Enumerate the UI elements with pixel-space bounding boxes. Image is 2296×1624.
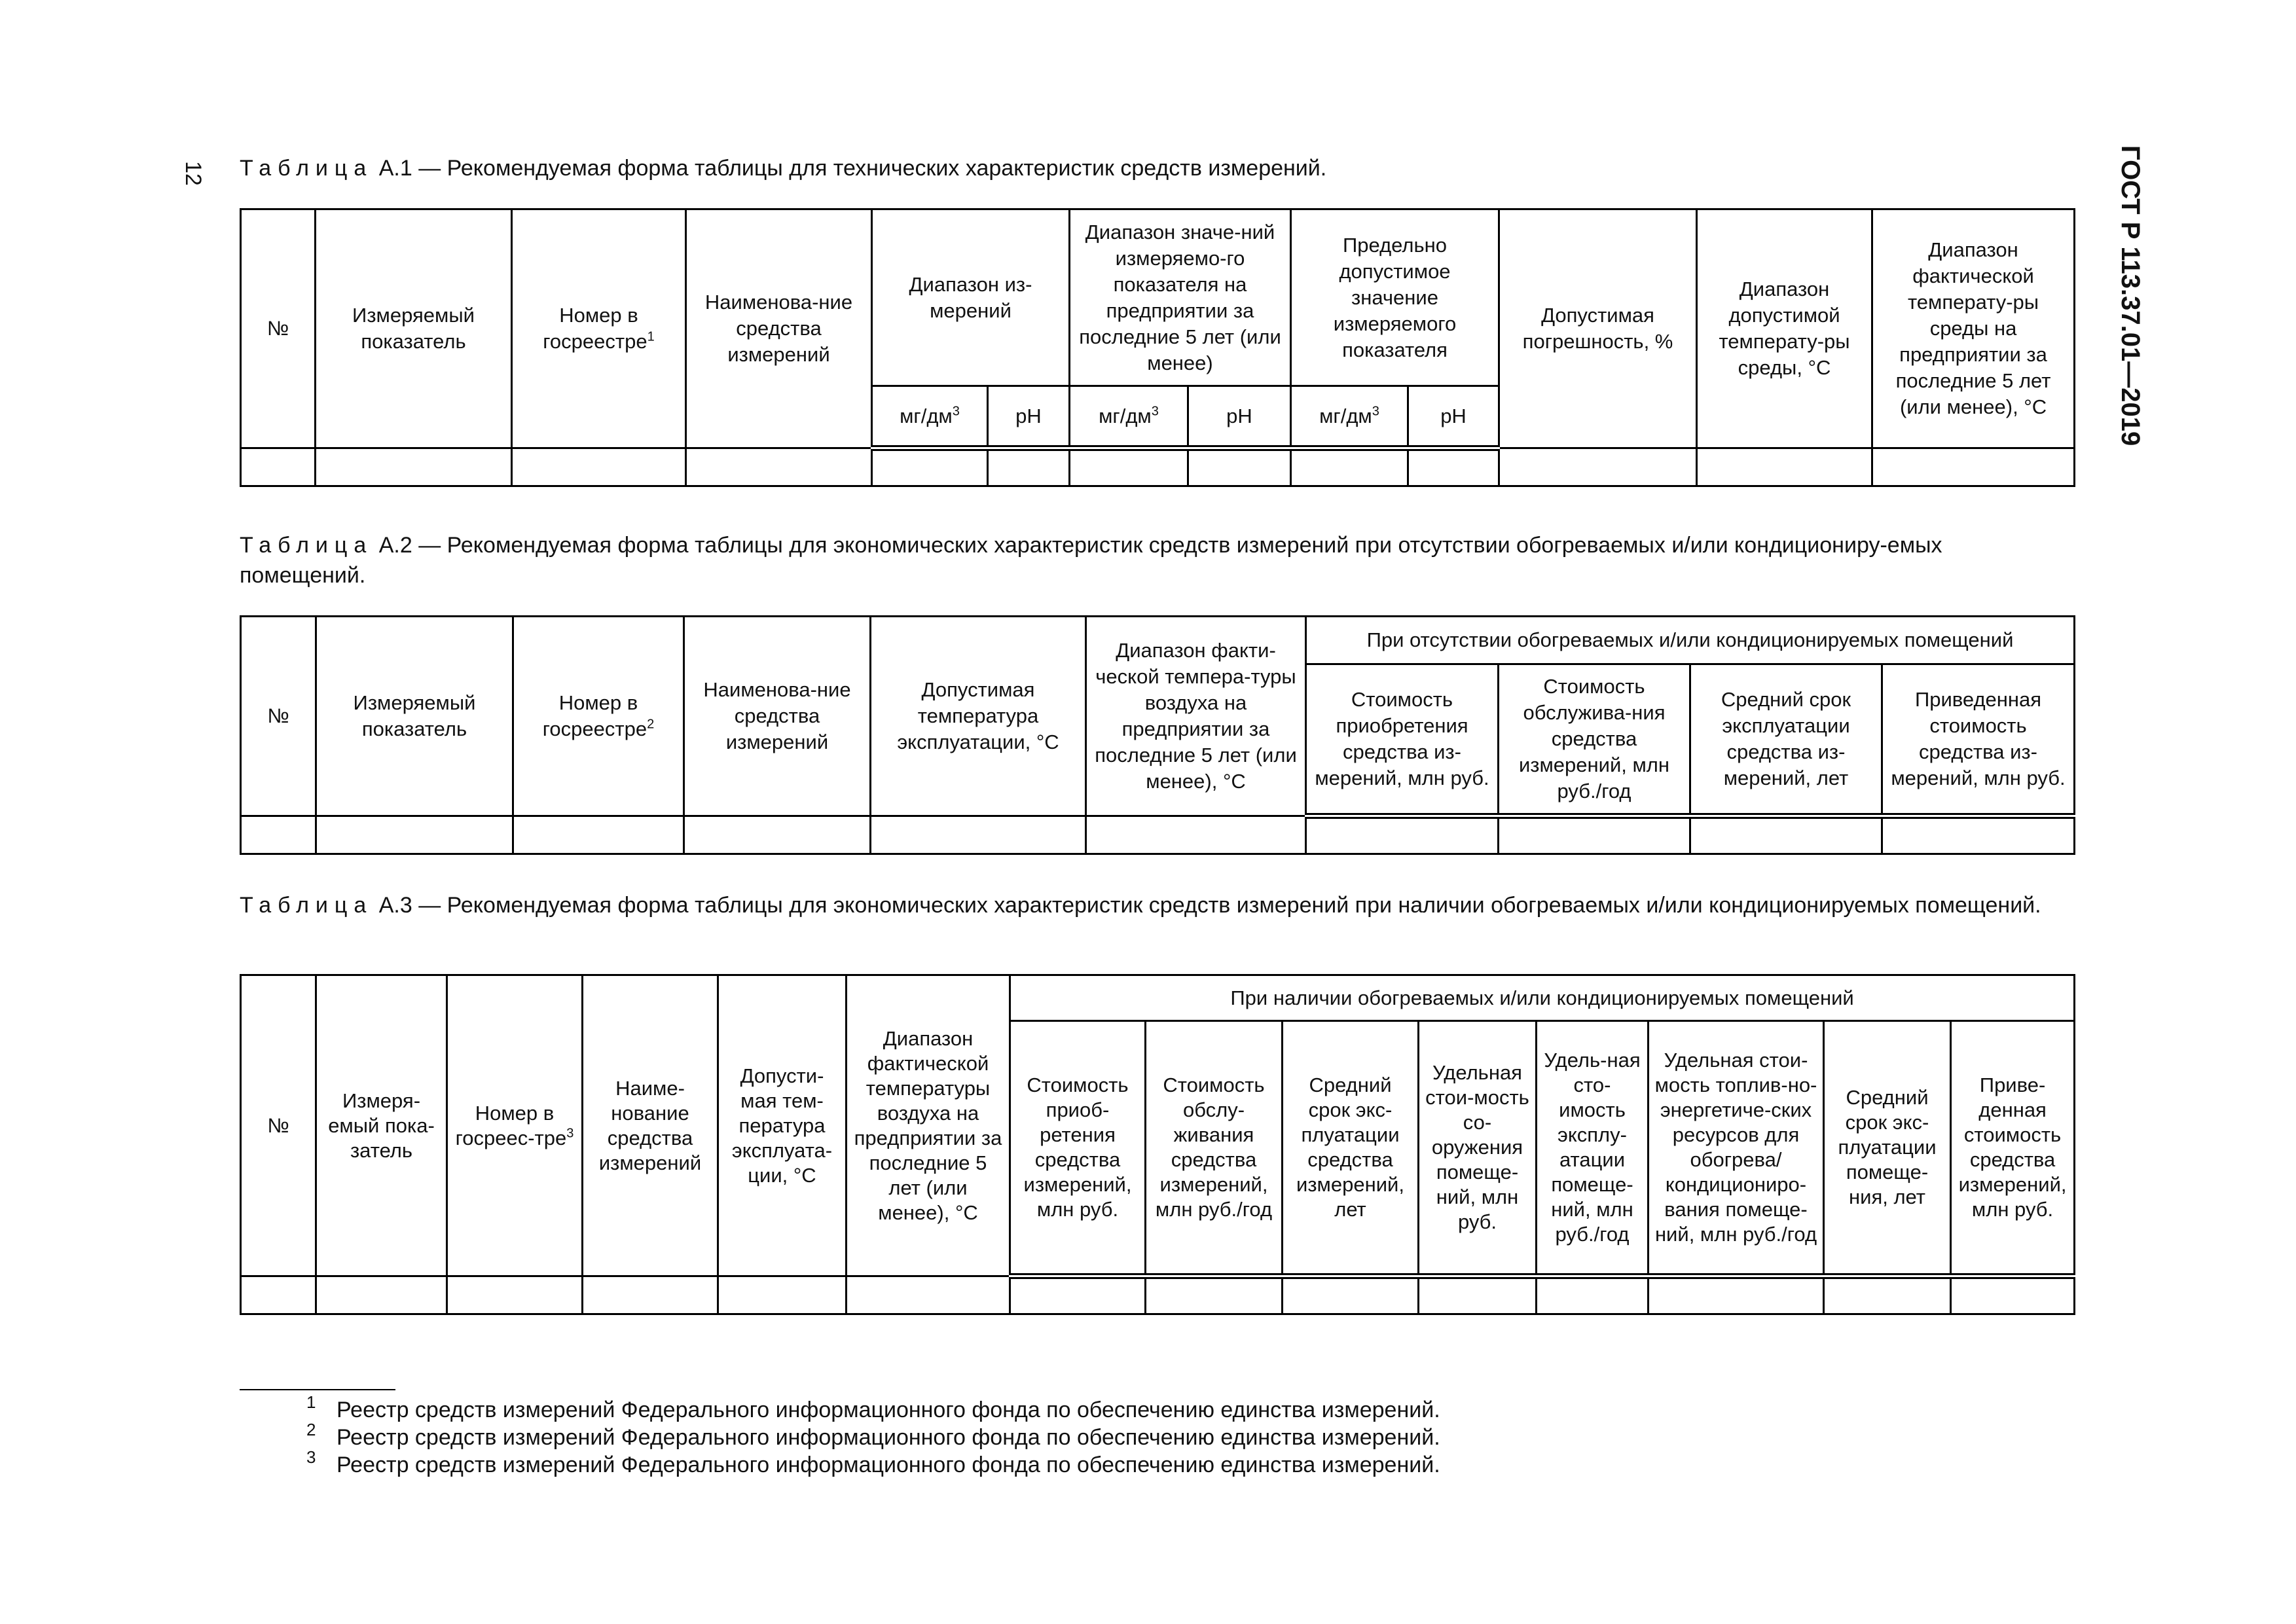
t1-registry-label: Номер в госреестре [543, 304, 647, 353]
t1-unit-mg-label-3: мг/дм [1319, 404, 1372, 427]
t1-unit-ph-2: pH [1188, 386, 1291, 448]
table-cell[interactable] [1086, 816, 1306, 854]
t2-registry-label: Номер в госреестре [542, 691, 647, 740]
table-cell[interactable] [686, 448, 872, 486]
table-cell[interactable] [847, 1276, 1010, 1314]
table-cell[interactable] [316, 1276, 447, 1314]
t3-header-air-temp: Диапазон фактической температуры воздуха на предприятии за последние 5 лет (или менее), °С [847, 975, 1010, 1276]
t2-header-air-temp: Диапазон факти-ческой темпера-туры воздуха на предприятии за последние 5 лет (или менее), °С [1086, 617, 1306, 816]
table-cell[interactable] [1697, 448, 1872, 486]
t1-unit-mg-label-2: мг/дм [1099, 404, 1152, 427]
t3-header-service-life: Средний срок экс-плуатации средства измерений, лет [1283, 1021, 1419, 1276]
table-cell[interactable] [316, 448, 512, 486]
table-cell[interactable] [1419, 1276, 1537, 1314]
t1-header-num: № [241, 209, 316, 448]
t1-header-temp-range: Диапазон допустимой температу-ры среды, °С [1697, 209, 1872, 448]
t2-header-num: № [241, 617, 316, 816]
table1-caption-text: А.1 — Рекомендуемая форма таблицы для технических характеристик средств измерений. [373, 156, 1327, 181]
t1-unit-mg-label-1: мг/дм [900, 404, 953, 427]
t3-header-op-temp: Допусти-мая тем-пература эксплуата-ции, °С [718, 975, 847, 1276]
table1-caption [240, 153, 2073, 183]
t3-header-purchase-cost: Стоимость приоб-ретения средства измерений, млн руб. [1010, 1021, 1146, 1276]
table-cell[interactable] [871, 816, 1086, 854]
t3-registry-ref: 3 [566, 1126, 574, 1141]
table3-caption-text: А.3 — Рекомендуемая форма таблицы для экономических характеристик средств измерений при наличии обогреваемых и/или кондиционируемых помещений. [373, 893, 2041, 918]
t1-header-measure-range: Диапазон из-мерений [872, 209, 1070, 386]
table-cell[interactable] [1690, 816, 1882, 854]
t1-unit-mg-2 [1070, 386, 1188, 448]
table-a2 [240, 615, 2075, 855]
t2-header-service-cost: Стоимость обслужива-ния средства измерений, млн руб./год [1499, 664, 1690, 816]
table-cell[interactable] [512, 448, 686, 486]
t1-header-registry [512, 209, 686, 448]
table-cell[interactable] [1146, 1276, 1283, 1314]
t1-unit-pow-1: 3 [952, 404, 960, 419]
table-cell[interactable] [241, 816, 316, 854]
t2-header-op-temp: Допустимая температура эксплуатации, °С [871, 617, 1086, 816]
table-cell[interactable] [1951, 1276, 2075, 1314]
table-cell[interactable] [988, 448, 1070, 486]
table2-caption [240, 530, 2073, 590]
t2-header-indicator: Измеряемый показатель [316, 617, 513, 816]
t2-registry-ref: 2 [647, 717, 655, 732]
table-cell[interactable] [1882, 816, 2075, 854]
footnote-text: Реестр средств измерений Федерального информационного фонда по обеспечению единства измерений. [337, 1398, 1440, 1422]
footnote-text: Реестр средств измерений Федерального информационного фонда по обеспечению единства измерений. [337, 1453, 1440, 1477]
footnote-number: 2 [306, 1420, 316, 1439]
t3-header-room-op-cost: Удель-ная сто-имость эксплу-атации помеще-ний, млн руб./год [1537, 1021, 1649, 1276]
t2-header-group: При отсутствии обогреваемых и/или кондиционируемых помещений [1306, 617, 2075, 664]
t3-header-room-cost: Удельная стои-мость со-оружения помеще-ний, млн руб. [1419, 1021, 1537, 1276]
footnote [306, 1447, 1440, 1479]
standard-id: ГОСТ Р 113.37.01—2019 [2116, 145, 2145, 446]
table-cell[interactable] [684, 816, 871, 854]
footnote-text: Реестр средств измерений Федерального информационного фонда по обеспечению единства измерений. [337, 1425, 1440, 1450]
table-cell[interactable] [1537, 1276, 1649, 1314]
table-cell[interactable] [872, 448, 988, 486]
table-cell[interactable] [447, 1276, 583, 1314]
table-cell[interactable] [1010, 1276, 1146, 1314]
table-cell[interactable] [1649, 1276, 1824, 1314]
t3-header-room-life: Средний срок экс-плуатации помеще-ния, лет [1824, 1021, 1951, 1276]
table-cell[interactable] [1283, 1276, 1419, 1314]
table3-caption-prefix: Таблица [240, 893, 373, 918]
t3-header-num: № [241, 975, 316, 1276]
page-number: 12 [181, 161, 206, 186]
t3-header-service-cost: Стоимость обслу-живания средства измерений, млн руб./год [1146, 1021, 1283, 1276]
table1-caption-prefix: Таблица [240, 156, 373, 181]
t1-header-limit-value: Предельно допустимое значение измеряемого показателя [1291, 209, 1499, 386]
t2-header-device-name: Наименова-ние средства измерений [684, 617, 871, 816]
table-cell[interactable] [1291, 448, 1408, 486]
footnote [306, 1392, 1440, 1424]
table-a1 [240, 208, 2075, 487]
t1-unit-ph-1: pH [988, 386, 1070, 448]
table-cell[interactable] [583, 1276, 718, 1314]
table3-caption [240, 890, 2073, 920]
t1-header-indicator: Измеряемый показатель [316, 209, 512, 448]
table-cell[interactable] [316, 816, 513, 854]
t1-header-actual-temp: Диапазон фактической температу-ры среды на предприятии за последние 5 лет (или менее), °С [1872, 209, 2075, 448]
table2-caption-text: А.2 — Рекомендуемая форма таблицы для экономических характеристик средств измерений при отсутствии обогреваемых и/или кондициониру-емых помещений. [240, 533, 1942, 588]
t3-header-indicator: Измеря-емый пока-затель [316, 975, 447, 1276]
t2-header-registry [513, 617, 684, 816]
table-cell[interactable] [1306, 816, 1499, 854]
footnote-divider [240, 1389, 395, 1390]
table-cell[interactable] [1188, 448, 1291, 486]
table-cell[interactable] [241, 1276, 316, 1314]
t2-header-service-life: Средний срок эксплуатации средства из-мерений, лет [1690, 664, 1882, 816]
table-cell[interactable] [1499, 816, 1690, 854]
table-cell[interactable] [1824, 1276, 1951, 1314]
t1-header-plant-range: Диапазон значе-ний измеряемо-го показателя на предприятии за последние 5 лет (или менее) [1070, 209, 1291, 386]
table-cell[interactable] [513, 816, 684, 854]
t3-header-reduced-cost: Приве-денная стоимость средства измерений, млн руб. [1951, 1021, 2075, 1276]
footnote-number: 3 [306, 1447, 316, 1467]
t2-empty-row [241, 816, 2075, 854]
t3-header-group: При наличии обогреваемых и/или кондиционируемых помещений [1010, 975, 2075, 1021]
table-cell[interactable] [718, 1276, 847, 1314]
t1-unit-mg-1 [872, 386, 988, 448]
table-a3 [240, 974, 2075, 1315]
footnotes [306, 1392, 1440, 1479]
footnote-number: 1 [306, 1392, 316, 1412]
t3-registry-label: Номер в госреес-тре [455, 1101, 567, 1149]
t1-header-error: Допустимая погрешность, % [1499, 209, 1697, 448]
t1-registry-ref: 1 [647, 329, 655, 344]
t3-header-registry [447, 975, 583, 1276]
t1-unit-pow-2: 3 [1151, 404, 1159, 419]
t3-empty-row [241, 1276, 2075, 1314]
t2-header-reduced-cost: Приведенная стоимость средства из-мерений, млн руб. [1882, 664, 2075, 816]
t1-empty-row [241, 448, 2075, 486]
t3-header-device-name: Наиме-нование средства измерений [583, 975, 718, 1276]
table2-caption-prefix: Таблица [240, 533, 373, 558]
t1-unit-mg-3 [1291, 386, 1408, 448]
footnote [306, 1420, 1440, 1451]
table-cell[interactable] [1499, 448, 1697, 486]
table-cell[interactable] [1408, 448, 1499, 486]
t3-header-energy-cost: Удельная стои-мость топлив-но-энергетиче-ских ресурсов для обогрева/ кондициониро-вания помеще-ний, млн руб./год [1649, 1021, 1824, 1276]
table-cell[interactable] [241, 448, 316, 486]
t1-unit-ph-3: pH [1408, 386, 1499, 448]
t1-header-device-name: Наименова-ние средства измерений [686, 209, 872, 448]
t1-unit-pow-3: 3 [1372, 404, 1379, 419]
table-cell[interactable] [1070, 448, 1188, 486]
t2-header-purchase-cost: Стоимость приобретения средства из-мерений, млн руб. [1306, 664, 1499, 816]
table-cell[interactable] [1872, 448, 2075, 486]
